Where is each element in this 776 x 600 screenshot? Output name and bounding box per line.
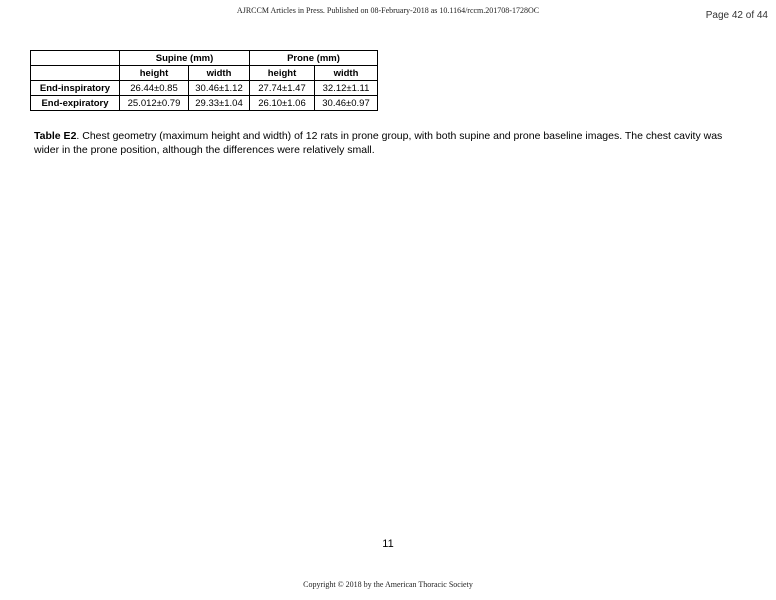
- table-caption: [34, 129, 744, 157]
- table-group-header-supine: Supine (mm): [120, 51, 250, 66]
- table-cell: 27.74±1.47: [250, 81, 315, 96]
- table-row: [31, 81, 378, 96]
- table-cell: 26.44±0.85: [120, 81, 189, 96]
- table-cell: 26.10±1.06: [250, 96, 315, 111]
- table-sub-header: width: [189, 66, 250, 81]
- table-row-label: End-inspiratory: [31, 81, 120, 96]
- table-sub-header-row: [31, 66, 378, 81]
- table-sub-header: width: [315, 66, 378, 81]
- table-row-label: End-expiratory: [31, 96, 120, 111]
- copyright-footer: Copyright © 2018 by the American Thoracic Society: [303, 580, 473, 589]
- table-cell: 30.46±1.12: [189, 81, 250, 96]
- table-cell: 29.33±1.04: [189, 96, 250, 111]
- table-sub-header: height: [250, 66, 315, 81]
- caption-text: . Chest geometry (maximum height and width) of 12 rats in prone group, with both supine and prone baseline images. The chest cavity was wider in the prone position, although the differences were relatively small.: [34, 130, 723, 156]
- table-cell: 30.46±0.97: [315, 96, 378, 111]
- table-group-header-prone: Prone (mm): [250, 51, 378, 66]
- page-number: 11: [382, 538, 394, 550]
- table-row: [31, 96, 378, 111]
- journal-header-line: AJRCCM Articles in Press. Published on 08-February-2018 as 10.1164/rccm.201708-1728OC: [236, 6, 540, 15]
- table-group-header-row: [31, 51, 378, 66]
- table-corner-cell: [31, 51, 120, 66]
- table-corner-cell: [31, 66, 120, 81]
- table-sub-header: height: [120, 66, 189, 81]
- table-cell: 25.012±0.79: [120, 96, 189, 111]
- chest-geometry-table: [30, 50, 378, 111]
- page-label: Page 42 of 44: [705, 10, 768, 21]
- caption-label: Table E2: [34, 130, 77, 142]
- table-cell: 32.12±1.11: [315, 81, 378, 96]
